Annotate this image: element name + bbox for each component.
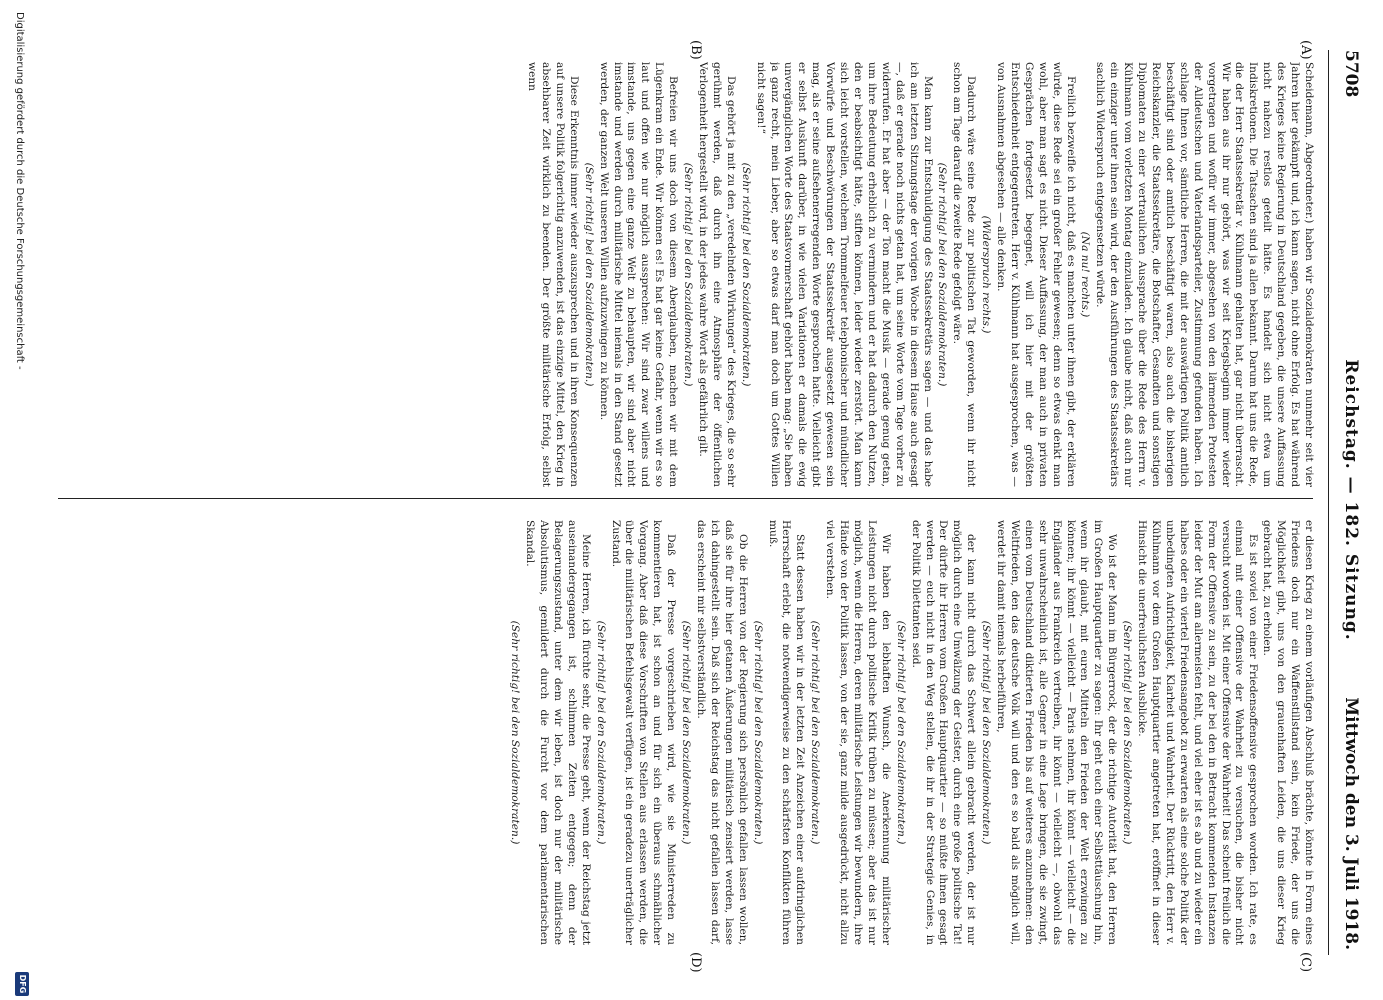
interjection: (Sehr richtig! bei den Sozialdemokraten.): [894, 620, 907, 845]
interjection: (Sehr richtig! bei den Sozialdemokraten.): [680, 620, 693, 845]
interjection: (Sehr richtig! bei den Sozialdemokraten.): [682, 162, 695, 387]
paragraph: Scheidemann, Abgeordneter.) haben wir Sozialdemokraten nunmehr seit vier Jahren hier gekämpft und, ich kann sagen, nicht ohne Erfolg. Es hat während des Krieges keine Regierung in Deutschland gegeben, die unsere Auffassung nicht nahezu restlos geteilt hätte. Es handelt sich nicht etwa um Indiskretionen. Die Tatsachen sind ja allen bekannt. Darum hat uns die Rede, die der Herr Staatssekretär v. Kühlmann gehalten hat, gar nicht überrascht. Wir haben aus ihr nur gehört, was wir seit Kriegsbeginn immer wieder vorgetragen und wofür wir immer, abgesehen von den lärmenden Protesten der Alldeutschen und Vaterlandsparteiler, Zustimmung gefunden haben. Ich schlage Ihnen vor, sämtliche Herren, die mit der auswärtigen Politik amtlich beschäftigt sind oder amtlich beschäftigt waren, also auch die bisherigen Reichskanzler, die Staatssekretäre, die Botschafter, Gesandten und sonstigen Diplomaten zu einer vertraulichen Aussprache über die Rede des Herrn v. Kühlmann vom vorletzten Montag einzuladen. Ich glaube nicht, daß auch nur ein einziger unter ihnen sein wird, der den Ausführungen des Staatssekretärs sachlich Widerspruch entgegensetzen würde.: [1094, 62, 1315, 487]
interjection: (Sehr richtig! bei den Sozialdemokraten.): [594, 620, 607, 845]
paragraph: Dadurch wäre seine Rede zur politischen Tat geworden, wenn ihr nicht schon am Tage darauf die zweite Rede gefolgt wäre.: [951, 62, 978, 487]
margin-mark-a: (A): [1298, 40, 1313, 60]
paragraph: Wir haben den lebhaften Wunsch, die Anerkennung militärischer Leistungen nicht durch politische Kritik trüben zu müssen; aber das ist nur möglich, wenn die Herren, deren militärische Leistungen wir bewundern, ihre Hände von der Politik lassen, von der sie, ganz milde ausgedrückt, nicht allzu viel verstehen.: [824, 520, 892, 945]
footer-text: Digitalisierung gefördert durch die Deutsche Forschungsgemeinschaft -: [14, 12, 25, 370]
page-number: 5708: [1341, 50, 1361, 98]
session-title: Reichstag. — 182. Sitzung.: [1341, 359, 1361, 641]
paragraph: Befreien wir uns doch von diesem Aberglauben, machen wir mit dem Lügenkram ein Ende. Wir können es! Es hat gar keine Gefahr, wenn wir es so laut und offen wie nur möglich aussprechen: Wir sind zwar willens und imstande, uns gegen eine ganze Welt zu behaupten, wir sind aber nicht imstande und werden durch militärische Mittel niemals in den Stand gesetzt werden, der ganzen Welt unseren Willen aufzuzwingen zu können.: [597, 62, 680, 487]
paragraph: Daß der Presse vorgeschrieben wird, wie sie Ministerreden zu kommentieren hat, ist schon an und für sich ein überaus schmählicher Vorgang. Aber daß diese Vorschriften von Stellen aus erlassen werden, die über die militärischen Befehlsgewalt verfügen, ist ein geradezu unerträglicher Zustand.: [609, 520, 678, 945]
paragraph: Statt dessen haben wir in der letzten Zeit Anzeichen einer aufdringlichen Herrschaft erlebt, die notwendigerweise zu den schärfsten Konflikten führen muß.: [766, 520, 807, 945]
paragraph: Meine Herren, ich fürchte sehr, die Presse geht, wenn der Reichstag jetzt auseinandergegangen ist, schlimmen Zeiten entgegen; denn der Belagerungszustand, unter dem wir leben, ist doch nur der militärische Absolutismus, gemildert durch die Furcht vor dem parlamentarischen Skandal.: [524, 520, 592, 945]
paragraph: Ob die Herren von der Regierung sich persönlich gefallen lassen wollen, daß sie für ihre hier getanen Äußerungen militärisch zensiert werden, lasse ich dahingestellt sein. Daß sich der Reichstag das nicht gefallen lassen darf, das erscheint mir selbstverständlich.: [695, 520, 749, 945]
digitization-footer: [7, 0, 33, 1000]
session-date: Mittwoch den 3. Juli 1918.: [1341, 697, 1361, 950]
interjection: (Sehr richtig! bei den Sozialdemokraten.): [582, 162, 595, 387]
paragraph: der kann nicht durch das Schwert allein gebracht werden, der ist nur möglich durch eine Umwälzung der Geister, durch eine große politische Tat! Der dürfte ihr Herren vom Großen Hauptquartier — so müßte ihnen gesagt werden — euch nicht in den Weg stellen, die ihr in der Strategie Genies, in der Politik Dilettanten seid.: [909, 520, 978, 945]
interjection: (Sehr richtig! bei den Sozialdemokraten.): [936, 162, 949, 387]
margin-mark-c: (C): [1298, 952, 1313, 973]
interjection: (Sehr richtig! bei den Sozialdemokraten.): [509, 620, 522, 845]
page-header: [1333, 50, 1361, 950]
column-separator: [58, 498, 1313, 499]
paragraph: Freilich bezweifle ich nicht, daß es manchen unter ihnen gibt, der erklären würde, diese Rede sei ein großer Fehler gewesen; denn so etwas denkt man wohl, aber man sagt es nicht. Dieser Auffassung, der man auch in privaten Gesprächen fortgesetzt begegnet, will ich hier mit der größten Entschiedenheit entgegentreten. Herr v. Kühlmann hat ausgesprochen, was — von Ausnahmen abgesehen — alle denken.: [995, 62, 1077, 487]
interjection: (Sehr richtig! bei den Sozialdemokraten.): [739, 162, 752, 387]
paragraph: Man kann zur Entschuldigung des Staatssekretärs sagen — und das habe ich am letzten Sitzungstage der vorigen Woche in diesem Hause auch gesagt —, daß er gerade noch nichts getan hat, um seine Worte vom Tage vorher zu widerrufen. Er hat aber — der Ton macht die Musik — gerade genug getan, um ihre Bedeutung erheblich zu vermindern und er hat dadurch den Nutzen, den er beabsichtigt hätte, stiften können, leider wieder zerstört. Man kann sich leicht vorstellen, welchem Trommelfeuer telephonischer und mündlicher Vorwürfe und Beschwörungen der Staatssekretär ausgesetzt gewesen sein mag, als er seine aufsehenerregenden Worte gesprochen hatte. Vielleicht gibt er selbst Auskunft darüber, in wie vielen Variationen er damals die ewig unvergänglichen Worte des Staatsvormerschaft gehört haben mag: „Sie haben ja ganz recht, mein Lieber, aber so etwas darf man doch um Gottes Willen nicht sagen!“: [754, 62, 934, 487]
interjection: (Widerspruch rechts.): [980, 215, 993, 334]
right-column: [45, 520, 1315, 945]
interjection: (Na nu! rechts.): [1079, 231, 1092, 318]
paragraph: Diese Erkenntnis immer wieder auszusprechen und in ihren Konsequenzen auf unsere Politik folgerichtig anzuwenden, ist das einzige Mittel, den Krieg in absehbarer Zeit wirklich zu beenden. Der größte militärische Erfolg, selbst wenn: [526, 62, 580, 487]
interjection: (Sehr richtig! bei den Sozialdemokraten.): [980, 620, 993, 845]
paragraph: Es ist soviel von einer Friedensoffensive gesprochen worden. Ich rate, es einmal mit einer Offensive der Wahrheit zu versuchen, die bisher nicht versucht worden ist. Mit einer Offensive der Wahrheit! Das scheint freilich die Form der Offensive zu sein, zu der bei den in Betracht kommenden Instanzen leider der Mut am allermeisten fehlt, und viel eher ist es ab und zu wieder ein halbes oder ein viertel Friedensangebot zu erwarten als eine solche Politik der unbedingten Aufrichtigkeit, Klarheit und Wahrheit. Der Rücktritt, den Herr v. Kühlmann vor dem Großen Hauptquartier angetreten hat, eröffnet in dieser Hinsicht die unerfreulichsten Ausblicke.: [1136, 520, 1260, 945]
paragraph: Wo ist der Mann im Bürgerrock, der die richtige Autorität hat, den Herren im Großen Hauptquartier zu sagen: Ihr geht euch einer Selbsttäuschung hin, wenn ihr glaubt, mit euren Mitteln den Frieden der Welt erzwingen zu können; ihr könnt — vielleicht — Paris nehmen, ihr könnt — vielleicht — die Engländer aus Frankreich vertreiben, ihr könnt — vielleicht —, obwohl das sehr unwahrscheinlich ist, alle Gegner in eine Lage bringen, die sie zwingt, einen vom Deutschland diktierten Frieden bis auf weiteres anzunehmen: den Weltfrieden, den das deutsche Volk will und den es so bald als möglich will, werdet ihr damit niemals herbeiführen,: [995, 520, 1119, 945]
paragraph: Das gehört ja mit zu den „veredelnden Wirkungen“ des Krieges, die so sehr gerühmt werden, daß durch ihn eine Atmosphäre der öffentlichen Verlogenheit hergestellt wird, in der jedes wahre Wort als gefährlich gilt.: [697, 62, 737, 487]
margin-mark-d: (D): [688, 952, 703, 973]
interjection: (Sehr richtig! bei den Sozialdemokraten.): [1121, 620, 1134, 845]
interjection: (Sehr richtig! bei den Sozialdemokraten.): [809, 620, 822, 845]
header-rule: [1328, 50, 1329, 955]
left-column: [45, 62, 1315, 487]
margin-mark-b: (B): [688, 40, 703, 60]
interjection: (Sehr richtig! bei den Sozialdemokraten.): [751, 620, 764, 845]
paragraph: er diesen Krieg zu einem vorläufigen Abschluß brächte, könnte in Form eines Friedens doch nur ein Waffenstillstand sein, kein Friede, der uns die Möglichkeit gibt, uns von den grauenhaften Leiden, die uns dieser Krieg gebracht hat, zu erholen.: [1261, 520, 1315, 945]
dfg-logo-icon: DFG: [15, 972, 29, 996]
